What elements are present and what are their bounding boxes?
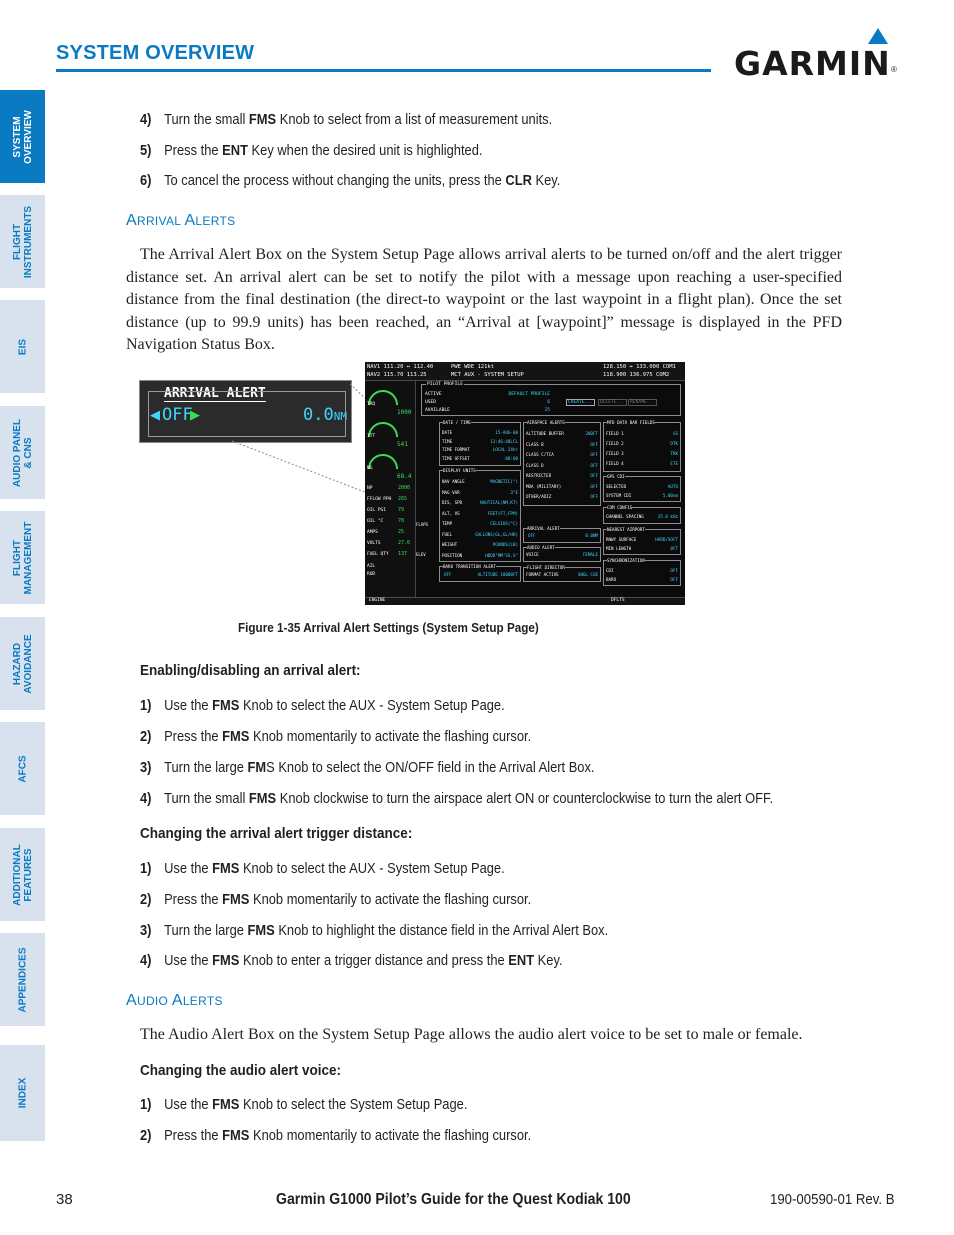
step-key: FMS xyxy=(222,891,250,908)
row-value: NAUTICAL(NM,KT) xyxy=(480,500,518,505)
garmin-wordmark: GARMIN xyxy=(734,44,891,83)
row-value: FEET(FT,FPM) xyxy=(487,510,518,516)
eis-label: OIL PSI xyxy=(367,508,386,513)
step-text: Knob to select from a list of measurement units. xyxy=(276,111,553,128)
row-label: FORMAT ACTIVE xyxy=(526,572,559,577)
values xyxy=(585,429,598,503)
step-key: FMS xyxy=(222,1127,250,1144)
list-item xyxy=(140,1096,467,1114)
step-text: Press the xyxy=(164,728,223,745)
heading-smallcaps: LERTS xyxy=(182,994,223,1008)
step-number: 3) xyxy=(140,922,152,939)
labels xyxy=(526,429,564,503)
step-key: FMS xyxy=(212,860,240,877)
box-title: AIRSPACE ALERTS xyxy=(527,420,565,425)
row-label: FIELD 1 xyxy=(606,431,624,436)
tab-label: FLIGHT MANAGEMENT xyxy=(11,521,34,594)
tab-label: AUDIO PANEL & CNS xyxy=(11,418,34,487)
eis-label: AMPS xyxy=(367,530,378,535)
row-label: MOA (MILITARY) xyxy=(526,483,562,489)
eis-strip xyxy=(365,381,416,597)
data-bar: PWE WDE 121kt xyxy=(451,364,495,370)
baro-transition-box xyxy=(439,566,521,582)
heading-smallcaps: RRIVAL xyxy=(136,214,185,228)
tab-label: SYSTEM OVERVIEW xyxy=(11,109,34,164)
eis-value: 265 xyxy=(398,496,408,502)
row-label: TIME xyxy=(442,438,453,444)
row-value: OFF xyxy=(670,568,678,573)
step-key: FM xyxy=(247,759,267,776)
softkey-engine[interactable]: ENGINE xyxy=(369,598,386,603)
box-title: GPS CDI xyxy=(607,474,625,479)
row-value: OFF xyxy=(590,494,598,499)
row-value: OFF xyxy=(590,441,598,447)
chevron-right-icon: ▶ xyxy=(190,407,200,422)
row-label: ALT, VS xyxy=(442,510,460,516)
row-label: MAG VAR xyxy=(442,489,460,495)
row-value: DTK xyxy=(670,441,678,446)
row-label: NAV ANGLE xyxy=(442,479,465,484)
arrival-alerts-paragraph: The Arrival Alert Box on the System Setup Page allows arrival alerts to be turned on/off and the alert trigger distance set. An arrival alert can be set to notify the pilot with a message upon reaching a user-specified distance from the final destination (the direct-to waypoint or the last waypoint in a flight plan). Once the set distance (up to 99.9 units) has been reached, an “Arrival at [waypoint]” message is displayed in the PFD Navigation Status Box. xyxy=(126,246,842,354)
values xyxy=(663,482,678,500)
screen-top-bar xyxy=(365,362,685,381)
step-key: ENT xyxy=(508,952,535,969)
box-title: DISPLAY UNITS xyxy=(443,468,476,473)
step-text: Key. xyxy=(534,952,563,969)
eis-value: 541 xyxy=(397,441,408,448)
row-value: SNGL CUE xyxy=(577,572,598,577)
eis-label: TRQ xyxy=(367,402,376,407)
eis-gauge-labels xyxy=(367,389,375,485)
row-value: OFF xyxy=(590,473,598,478)
row-label: RNWY SURFACE xyxy=(606,537,637,542)
tab-label: INDEX xyxy=(17,1077,28,1109)
step-text: To cancel the process without changing the units, press the xyxy=(164,172,506,189)
eis-value: 68.4 xyxy=(397,473,412,480)
row-label: DIS, SPD xyxy=(442,500,463,505)
document-title: Garmin G1000 Pilot’s Guide for the Quest Kodiak 100 xyxy=(276,1191,631,1208)
row-value: OFF xyxy=(590,452,598,457)
eis-value: 79 xyxy=(398,507,405,513)
step-number: 2) xyxy=(140,728,152,745)
eis-label: VOLTS xyxy=(367,541,381,546)
step-key: CLR xyxy=(505,172,532,189)
step-text: Knob momentarily to activate the flashing cursor. xyxy=(249,891,532,908)
eis-value: 1000 xyxy=(397,409,412,416)
row-label: FUEL xyxy=(442,531,453,537)
arrival-alert-state: OFF xyxy=(162,405,193,425)
row-value: OFF xyxy=(444,572,452,577)
eis-gauge-values xyxy=(397,397,411,493)
row-label: OTHER/ADIZ xyxy=(526,494,552,499)
values xyxy=(490,429,518,463)
com2-frequency: 118.900 136.975 COM2 xyxy=(603,372,670,378)
row-label: ACTIVE xyxy=(425,392,442,397)
step-number: 2) xyxy=(140,891,152,908)
row-value: 200FT xyxy=(585,431,598,436)
step-text: Knob to enter a trigger distance and press the xyxy=(239,952,509,969)
row-label: FIELD 4 xyxy=(606,461,624,466)
row-value: ALTITUDE 18000FT xyxy=(477,572,518,577)
step-number: 5) xyxy=(140,142,152,159)
eis-label: RUD xyxy=(367,572,376,577)
row-value: 6 xyxy=(547,400,550,405)
heading-smallcaps: LERTS xyxy=(195,214,236,228)
box-title: BARO TRANSITION ALERT xyxy=(443,564,496,569)
row-label: VOICE xyxy=(526,552,539,557)
tab-label: HAZARD AVOIDANCE xyxy=(11,633,34,694)
registered-mark: ® xyxy=(891,65,897,74)
airspace-alerts-box xyxy=(523,422,601,506)
page-name: MCT AUX - SYSTEM SETUP xyxy=(451,372,524,378)
step-key: FMS xyxy=(212,1096,240,1113)
eis-label: ITT xyxy=(367,434,376,439)
row-label: RESTRICTED xyxy=(526,473,552,478)
eis-label: NP xyxy=(367,486,373,491)
eis-value: 137 xyxy=(398,551,408,557)
mfd-data-bar-box xyxy=(603,422,681,472)
row-value: 13:46:48LCL xyxy=(490,438,518,444)
row-label: AVAILABLE xyxy=(425,408,450,413)
display-units-box xyxy=(439,470,521,562)
audio-alert-box xyxy=(523,547,601,562)
chevron-left-icon: ◀ xyxy=(150,407,160,422)
labels xyxy=(606,566,616,584)
tab-afcs[interactable] xyxy=(0,722,45,815)
row-label: SYSTEM CDI xyxy=(606,493,632,498)
step-text: Use the xyxy=(164,952,213,969)
row-value: HDDD°MM'SS.S" xyxy=(485,552,518,558)
step-text: Knob to highlight the distance field in the Arrival Alert Box. xyxy=(274,922,609,939)
com-frequencies xyxy=(603,363,676,379)
com-config-box xyxy=(603,507,681,524)
row-value: ETE xyxy=(670,461,678,466)
eis-value: 25 xyxy=(398,529,405,535)
step-number: 1) xyxy=(140,697,152,714)
row-label: FIELD 2 xyxy=(606,441,624,446)
row-value: GALLONS(GL,GL/HR) xyxy=(475,531,518,537)
row-label: ALTITUDE BUFFER xyxy=(526,431,564,436)
row-value: OFF xyxy=(590,483,598,489)
flaps-elev-column xyxy=(416,522,428,592)
step-key: FMS xyxy=(222,728,250,745)
heading-letter: A xyxy=(126,992,137,1009)
synchronization-box xyxy=(603,560,681,586)
step-text: Use the xyxy=(164,860,213,877)
profile-values xyxy=(502,391,550,415)
step-text: Knob momentarily to activate the flashing cursor. xyxy=(249,728,532,745)
tab-appendices[interactable] xyxy=(0,933,45,1026)
row-label: DATE xyxy=(442,430,453,435)
row-label: TIME FORMAT xyxy=(442,447,470,452)
step-key: FMS xyxy=(248,111,277,128)
row-value: 5.00nm xyxy=(662,493,678,498)
step-text: Press the xyxy=(164,891,223,908)
create-profile-button[interactable]: CREATE... xyxy=(568,400,593,405)
list-item xyxy=(140,697,505,715)
step-text: Knob clockwise to turn the airspace alert ON or counterclockwise to turn the alert OFF. xyxy=(276,790,774,807)
row-value: 25.0 kHz xyxy=(657,514,678,519)
row-label: SELECTED xyxy=(606,484,627,489)
tab-label: APPENDICES xyxy=(17,946,28,1013)
step-number: 1) xyxy=(140,860,152,877)
step-text: Key when the desired unit is highlighted. xyxy=(247,142,483,159)
eis-label: FLAPS xyxy=(416,522,429,527)
profile-labels xyxy=(425,391,450,415)
tab-label: EIS xyxy=(17,338,28,355)
step-text: Knob to select the AUX - System Setup Page. xyxy=(239,697,505,714)
eis-label: NG xyxy=(367,466,373,471)
box-title: SYNCHRONIZATION xyxy=(607,558,645,563)
eis-value: 78 xyxy=(398,518,405,524)
row-value: GS xyxy=(672,431,678,436)
step-text: Press the xyxy=(164,142,223,159)
row-value: 0FT xyxy=(670,546,678,551)
list-item xyxy=(140,1127,531,1145)
change-distance-heading: Changing the arrival alert trigger distance: xyxy=(140,825,413,842)
document-number: 190-00590-01 Rev. B xyxy=(770,1191,895,1208)
system-setup-screen xyxy=(365,362,685,604)
heading-letter: A xyxy=(184,212,196,229)
box-title: MFD DATA BAR FIELDS xyxy=(607,420,655,425)
step-text: Use the xyxy=(164,1096,213,1113)
nearest-airport-box xyxy=(603,529,681,555)
flight-director-box xyxy=(523,567,601,582)
date-time-box xyxy=(439,422,521,466)
rename-profile-button[interactable]: RENAME... xyxy=(630,400,655,405)
row-label: CDI xyxy=(606,568,614,573)
box-title: AUDIO ALERT xyxy=(527,545,555,550)
values xyxy=(670,566,678,584)
row-value: MAGNETIC(°) xyxy=(490,479,518,484)
row-value: LOCAL 24hr xyxy=(492,447,518,452)
pilot-profile-box xyxy=(421,384,681,416)
row-value: FEMALE xyxy=(582,552,598,557)
labels xyxy=(606,535,636,553)
values xyxy=(475,477,518,561)
row-label: USED xyxy=(425,400,437,405)
row-value: 15-AUG-08 xyxy=(495,430,518,435)
step-text: Key. xyxy=(531,172,561,189)
box-title: FLIGHT DIRECTOR xyxy=(527,565,565,570)
step-number: 6) xyxy=(140,172,152,189)
eis-label: FUEL QTY xyxy=(367,552,389,557)
step-text: Turn the large xyxy=(164,922,248,939)
step-number: 2) xyxy=(140,1127,152,1144)
audio-alerts-heading xyxy=(126,992,223,1010)
figure-caption: Figure 1-35 Arrival Alert Settings (System Setup Page) xyxy=(238,620,539,635)
eis-label: AIL xyxy=(367,564,376,569)
tab-label: FLIGHT INSTRUMENTS xyxy=(11,205,34,278)
distance-unit: NM xyxy=(333,410,347,423)
nav2-frequency: NAV2 115.70 113.25 xyxy=(367,372,427,378)
row-value: 25 xyxy=(544,408,550,413)
labels xyxy=(606,429,624,469)
step-text: Turn the large xyxy=(164,759,248,776)
step-number: 4) xyxy=(140,111,152,128)
arrival-alert-title: ARRIVAL ALERT xyxy=(164,386,266,401)
delete-profile-button[interactable]: DELETE... xyxy=(600,400,625,405)
row-label: TIME OFFSET xyxy=(442,455,470,461)
page-number: 38 xyxy=(56,1191,73,1208)
row-value: HARD/SOFT xyxy=(655,537,678,542)
list-item xyxy=(140,860,505,878)
row-value: OFF xyxy=(590,462,598,468)
step-text: Knob momentarily to activate the flashing cursor. xyxy=(249,1127,532,1144)
row-label: BARO xyxy=(606,577,617,582)
heading-smallcaps: UDIO xyxy=(136,994,172,1008)
step-number: 4) xyxy=(140,952,152,969)
step-number: 4) xyxy=(140,790,152,807)
box-title: PILOT PROFILE xyxy=(427,382,463,387)
eis-bar-labels xyxy=(367,483,391,560)
step-key: FMS xyxy=(247,922,275,939)
change-audio-heading: Changing the audio alert voice: xyxy=(140,1062,342,1079)
step-text: Knob to select the AUX - System Setup Page. xyxy=(239,860,505,877)
box-title: DATE / TIME xyxy=(443,420,471,425)
row-label: CHANNEL SPACING xyxy=(606,514,644,519)
list-item xyxy=(140,922,608,940)
row-value: OFF xyxy=(670,577,678,582)
box-title: ARRIVAL ALERT xyxy=(527,526,560,531)
heading-letter: A xyxy=(171,992,183,1009)
gps-cdi-box xyxy=(603,476,681,502)
step-text: Turn the small xyxy=(164,790,249,807)
row-value: -08:00 xyxy=(502,455,518,461)
labels xyxy=(442,477,465,561)
row-label: FIELD 3 xyxy=(606,451,624,456)
step-text: Knob to select the System Setup Page. xyxy=(239,1096,468,1113)
eis-trim-labels xyxy=(367,563,375,579)
box-title: NEAREST AIRPORT xyxy=(607,527,645,532)
tab-label: ADDITIONAL FEATURES xyxy=(11,843,34,906)
row-value: CELSIUS(°C) xyxy=(490,521,518,526)
list-item xyxy=(140,952,563,970)
row-label: TEMP xyxy=(442,521,453,526)
eis-label: FFLOW PPH xyxy=(367,497,392,502)
row-label: WEIGHT xyxy=(442,542,458,547)
eis-label: OIL °C xyxy=(367,519,384,524)
row-label: POSITION xyxy=(442,552,463,558)
eis-bar-values xyxy=(398,483,410,560)
values xyxy=(670,429,678,469)
box-title: COM CONFIG xyxy=(607,505,633,510)
enable-arrival-heading: Enabling/disabling an arrival alert: xyxy=(140,662,361,679)
step-text: S Knob to select the ON/OFF field in the Arrival Alert Box. xyxy=(266,759,595,776)
tab-additional-features[interactable] xyxy=(0,828,45,921)
eis-label: ELEV xyxy=(416,552,426,557)
list-item xyxy=(140,790,773,808)
row-value: AUTO xyxy=(667,484,678,489)
eis-value: 27.6 xyxy=(398,540,411,546)
labels xyxy=(606,482,631,500)
list-item xyxy=(140,759,595,777)
step-number: 3) xyxy=(140,759,152,776)
row-value: 3°E xyxy=(510,489,518,495)
row-value: TRK xyxy=(670,451,678,456)
row-value: 0.0NM xyxy=(585,533,598,538)
row-value: POUNDS(LB) xyxy=(492,542,518,547)
audio-alerts-paragraph: The Audio Alert Box on the System Setup Page allows the audio alert voice to be set to male or female. xyxy=(140,1026,803,1043)
list-item xyxy=(140,728,531,746)
step-key: ENT xyxy=(222,142,248,159)
step-key: FMS xyxy=(212,697,240,714)
page-section-title: SYSTEM OVERVIEW xyxy=(56,42,255,64)
list-item xyxy=(140,891,531,909)
com1-frequency: 128.150 ↔ 133.000 COM1 xyxy=(603,364,676,370)
step-key: FMS xyxy=(248,790,277,807)
softkey-bar xyxy=(365,597,685,605)
softkey-defaults[interactable]: DFLTS xyxy=(611,598,625,603)
heading-letter: A xyxy=(126,212,137,229)
step-text: Use the xyxy=(164,697,213,714)
tab-label: AFCS xyxy=(17,754,28,783)
row-label: CLASS B xyxy=(526,441,544,447)
row-value: OFF xyxy=(528,533,536,538)
step-text: Press the xyxy=(164,1127,223,1144)
arrival-alert-box xyxy=(523,528,601,543)
eis-value: 2000 xyxy=(398,485,411,491)
nav1-frequency: NAV1 111.20 ↔ 112.40 xyxy=(367,364,434,370)
row-label: CLASS C/TCA xyxy=(526,452,554,457)
step-key: FMS xyxy=(212,952,240,969)
distance-value: 0.0 xyxy=(303,405,334,425)
row-label: MIN LENGTH xyxy=(606,546,632,551)
tab-index[interactable] xyxy=(0,1045,45,1141)
step-text: Turn the small xyxy=(164,111,249,128)
row-label: CLASS D xyxy=(526,462,544,468)
labels xyxy=(442,429,470,463)
step-number: 1) xyxy=(140,1096,152,1113)
page-info xyxy=(451,363,524,379)
nav-frequencies xyxy=(367,363,433,379)
values xyxy=(655,535,678,553)
row-value: DEFAULT PROFILE xyxy=(508,392,550,397)
